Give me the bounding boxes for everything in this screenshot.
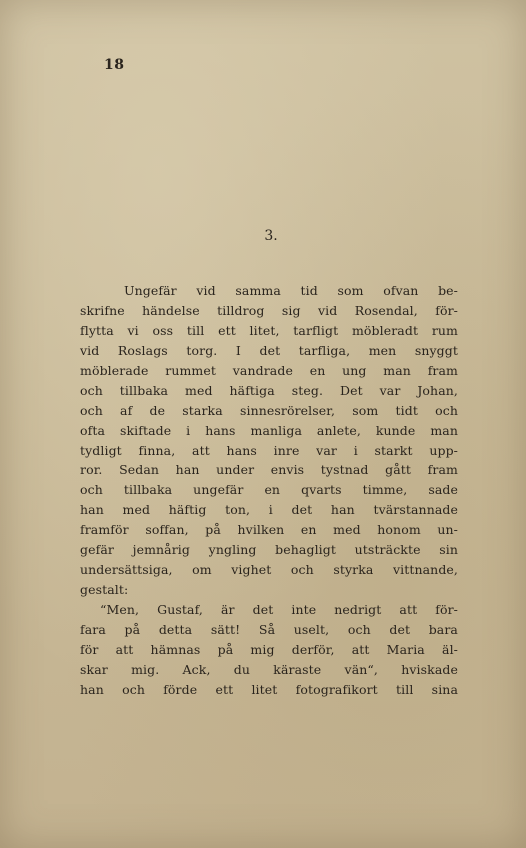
text-line: tydligt finna, att hans inre var i starkt upp- bbox=[80, 442, 458, 458]
text-line: för att hämnas på mig derför, att Maria äl- bbox=[80, 641, 458, 657]
text-line: skrifne händelse tilldrog sig vid Rosendal, för- bbox=[80, 302, 458, 318]
text-line: undersättsiga, om vighet och styrka vittnande, bbox=[80, 562, 458, 578]
text-line: och tillbaka ungefär en qvarts timme, sade bbox=[80, 482, 458, 498]
text-line: gestalt: bbox=[80, 582, 129, 598]
page-number: 18 bbox=[104, 57, 125, 73]
text-line: möblerade rummet vandrade en ung man fram bbox=[80, 362, 458, 378]
text-line: “Men, Gustaf, är det inte nedrigt att för- bbox=[100, 602, 458, 617]
chapter-number: 3. bbox=[264, 228, 278, 244]
text-line: han och förde ett litet fotografikort till sina bbox=[80, 681, 458, 697]
text-line: ror. Sedan han under envis tystnad gått fram bbox=[80, 462, 458, 478]
text-line: vid Roslags torg. I det tarfliga, men snyggt bbox=[80, 342, 458, 358]
text-line: Ungefär vid samma tid som ofvan be- bbox=[124, 283, 458, 298]
body-text bbox=[80, 281, 458, 700]
text-line: flytta vi oss till ett litet, tarfligt möbleradt rum bbox=[80, 322, 458, 338]
text-line: framför soffan, på hvilken en med honom un- bbox=[80, 522, 458, 538]
text-line: ofta skiftade i hans manliga anlete, kunde man bbox=[80, 422, 458, 438]
text-line: och af de starka sinnesrörelser, som tidt och bbox=[80, 402, 458, 418]
text-line: fara på detta sätt! Så uselt, och det bara bbox=[80, 621, 458, 637]
text-line: gefär jemnårig yngling behagligt utsträckte sin bbox=[80, 542, 458, 558]
text-line: han med häftig ton, i det han tvärstannade bbox=[80, 502, 458, 518]
text-line: skar mig. Ack, du käraste vän“, hviskade bbox=[80, 661, 458, 677]
text-line: och tillbaka med häftiga steg. Det var Johan, bbox=[80, 382, 458, 398]
